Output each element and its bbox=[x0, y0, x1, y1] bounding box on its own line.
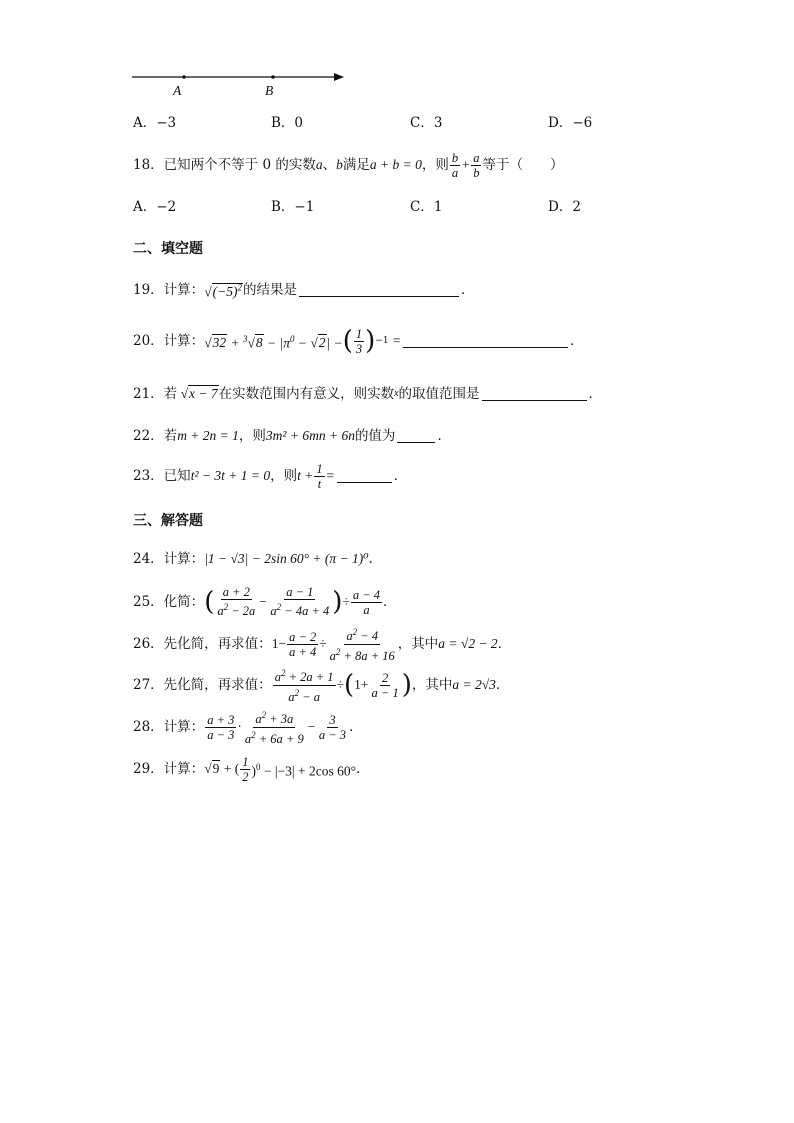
q25-text: 25．化简： bbox=[133, 594, 205, 610]
q21-expr: √x − 7 bbox=[177, 386, 218, 401]
q18-condition: a + b = 0 bbox=[369, 157, 422, 172]
q24: 24．计算： |1 − √3| − 2sin 60° + (π − 1)⁰ ． bbox=[133, 551, 383, 567]
q22: 22．若 m + 2n = 1 ，则 3m² + 6mn + 6n 的值为 ． bbox=[133, 428, 451, 444]
q17-option-a: A．−3 bbox=[133, 115, 177, 131]
q18-suffix: 等于（ ） bbox=[482, 157, 564, 173]
label-a: A bbox=[173, 83, 182, 98]
q19-text: 19．计算： bbox=[133, 282, 205, 298]
q23-condition: t² − 3t + 1 = 0 bbox=[190, 468, 271, 483]
q22-answer-blank[interactable] bbox=[397, 430, 435, 443]
q23: 23．已知 t² − 3t + 1 = 0 ，则 t + $\frac{1}{t}$ = ． bbox=[133, 461, 408, 491]
q17-option-c: C．3 bbox=[410, 115, 443, 131]
q22-expr: 3m² + 6mn + 6n bbox=[265, 428, 355, 443]
q18-option-c: C．1 bbox=[410, 199, 443, 215]
q22-suffix: 的值为 bbox=[354, 428, 396, 444]
q18-then: ，则 bbox=[421, 157, 449, 173]
q21-var: x bbox=[394, 388, 399, 399]
q18-option-d: D．2 bbox=[548, 199, 581, 215]
section-solve-heading: 三、解答题 bbox=[133, 513, 203, 529]
q28-text: 28．计算： bbox=[133, 719, 205, 735]
q21-suffix: 的取值范围是 bbox=[398, 386, 480, 402]
q18: 18．已知两个不等于 0 的实数 a 、 b 满足 a + b = 0 ，则 $\frac{b}{a}$ + $\frac{a}{b}$ 等于（ ） bbox=[133, 150, 564, 180]
q18-var-a: a bbox=[315, 157, 323, 172]
q19-suffix: 的结果是 bbox=[242, 282, 297, 298]
point-a bbox=[182, 75, 186, 79]
section-fill-in-heading: 二、填空题 bbox=[133, 241, 203, 257]
q17-option-b: B．0 bbox=[271, 115, 304, 131]
q18-option-b: B．−1 bbox=[271, 199, 315, 215]
q18-text: 18．已知两个不等于 0 的实数 bbox=[133, 157, 316, 173]
q17-option-d: D．−6 bbox=[548, 115, 593, 131]
q23-text: 23．已知 bbox=[133, 468, 191, 484]
q29-text: 29．计算： bbox=[133, 761, 205, 777]
q27-text: 27．先化简，再求值： bbox=[133, 677, 272, 693]
q18-var-b: b bbox=[336, 157, 343, 172]
number-line bbox=[130, 68, 350, 88]
q22-condition: m + 2n = 1 bbox=[177, 428, 239, 443]
q18-frac-a-over-b: $\frac{a}{b}$ bbox=[473, 150, 480, 180]
q25: 25．化简： ( $\frac{a + 2}{a^2 - 2a}$ − $\frac{a - 1}{a^2 - 4a + 4}$ ) ÷ $\frac{a - 4}{a}$ ． bbox=[133, 585, 397, 619]
q18-sep: 、 bbox=[322, 157, 337, 173]
q26-condition: a = √2 − 2 bbox=[438, 636, 498, 651]
q19: 19．计算： $√(-5)^2$ 的结果是 ． bbox=[133, 278, 474, 302]
q19-expr: $√(-5)^2$ bbox=[204, 282, 242, 300]
q18-option-a: A．−2 bbox=[133, 199, 177, 215]
label-b: B bbox=[265, 83, 274, 98]
q20-expr: $√32 + ^3√8 - |\pi^0 - √2|$ − bbox=[204, 333, 343, 351]
q18-frac-b-over-a: $\frac{b}{a}$ bbox=[451, 150, 459, 180]
q24-text: 24．计算： bbox=[133, 551, 205, 567]
q27: 27．先化简，再求值： $\frac{a^2 + 2a + 1}{a^2 - a}$ ÷ ( 1+ $\frac{2}{a - 1}$ ) ，其中 a = 2√3 ． bbox=[133, 668, 510, 704]
q18-mid: 满足 bbox=[342, 157, 370, 173]
q22-mid: ，则 bbox=[238, 428, 266, 444]
q29: 29．计算： √9 + ( $\frac{1}{2}$ )$^0$ − |−3| + 2cos 60° ． bbox=[133, 754, 370, 784]
q26-mid: ，其中 bbox=[397, 636, 439, 652]
q20: 20．计算： $√32 + ^3√8 - |\pi^0 - √2|$ − ( $\frac{1}{3}$ ) −1 = ． bbox=[133, 326, 584, 356]
q19-answer-blank[interactable] bbox=[299, 284, 459, 297]
q28: 28．计算： $\frac{a + 3}{a - 3}$ · $\frac{a^2 + 3a}{a^2 + 6a + 9}$ − $\frac{3}{a - 3}$ ． bbox=[133, 710, 363, 746]
q24-expr: |1 − √3| − 2sin 60° + (π − 1)⁰ bbox=[204, 551, 369, 566]
q26-text: 26．先化简，再求值： bbox=[133, 636, 272, 652]
q23-frac: $\frac{1}{t}$ bbox=[316, 461, 323, 491]
q26: 26．先化简，再求值： 1− $\frac{a - 2}{a + 4}$ ÷ $\frac{a^2 - 4}{a^2 + 8a + 16}$ ，其中 a = √2 − 2 ． bbox=[133, 627, 512, 663]
q20-answer-blank[interactable] bbox=[403, 335, 568, 348]
q21-text: 21．若 bbox=[133, 386, 178, 402]
q27-mid: ，其中 bbox=[411, 677, 453, 693]
q23-mid: ，则 bbox=[270, 468, 298, 484]
q23-answer-blank[interactable] bbox=[337, 470, 392, 483]
q21-answer-blank[interactable] bbox=[482, 388, 587, 401]
q27-condition: a = 2√3 bbox=[452, 677, 496, 692]
number-line-arrow bbox=[334, 73, 344, 81]
q21-mid: 在实数范围内有意义，则实数 bbox=[218, 386, 395, 402]
point-b bbox=[271, 75, 275, 79]
q20-text: 20．计算： bbox=[133, 333, 205, 349]
q22-text: 22．若 bbox=[133, 428, 178, 444]
q21: 21．若 √x − 7 在实数范围内有意义，则实数 x 的取值范围是 ． bbox=[133, 386, 603, 402]
